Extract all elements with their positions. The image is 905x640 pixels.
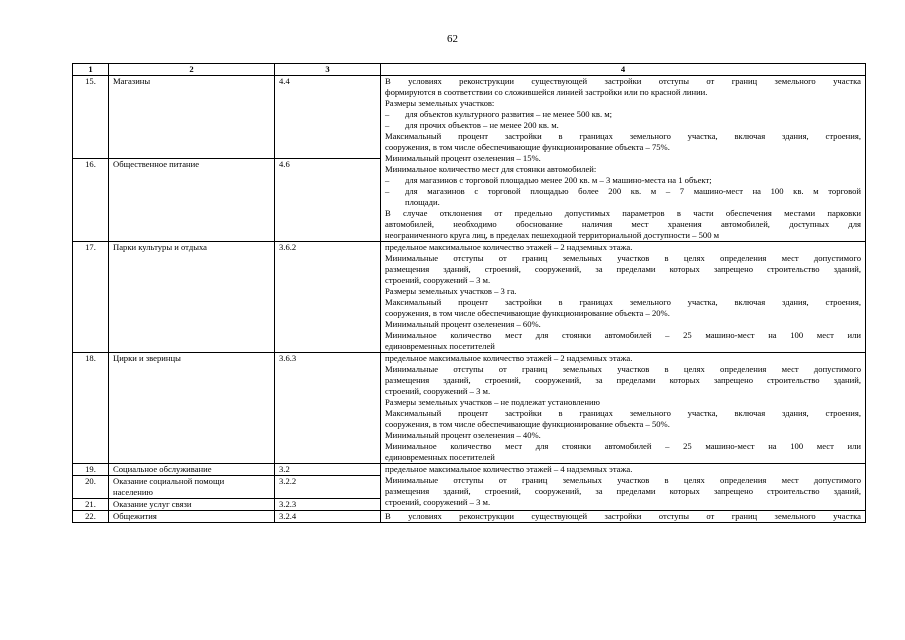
row-name: Социальное обслуживание	[109, 464, 275, 476]
table-row	[73, 242, 866, 353]
param-line: Минимальный процент озеленения – 40%.	[385, 430, 541, 440]
row-number: 16.	[73, 159, 109, 242]
param-line: В случае отклонения от предельно допустимых параметров в части обеспечения местами парковки	[385, 208, 861, 218]
param-line: Размеры земельных участков – не подлежат установлению	[385, 397, 600, 407]
param-line: сооружения, в том числе обеспечивающие функционирование объекта – 20%.	[385, 308, 670, 318]
param-line: В условиях реконструкции существующей застройки отступы от границ земельного участка	[385, 511, 861, 521]
row-name: Магазины	[109, 76, 275, 159]
row-number: 18.	[73, 353, 109, 464]
row-number: 20.	[73, 476, 109, 499]
param-line: автомобилей, необходимо обоснование наличия мест хранения автомобилей, доступных для	[385, 219, 861, 229]
row-code: 3.6.3	[275, 353, 381, 464]
param-line: строений, сооружений – 3 м.	[385, 386, 491, 396]
param-line: для объектов культурного развития – не менее 500 кв. м;	[405, 109, 613, 119]
param-line: площади.	[405, 197, 440, 207]
row-code: 3.6.2	[275, 242, 381, 353]
dash-item	[385, 109, 861, 120]
param-line: сооружения, в том числе обеспечивающие функционирование объекта – 75%.	[385, 142, 670, 152]
param-line: Максимальный процент застройки в границах земельного участка, включая здания, строения,	[385, 408, 861, 418]
row-params	[381, 242, 866, 353]
param-line: Размеры земельных участков:	[385, 98, 495, 108]
row-code: 3.2	[275, 464, 381, 476]
param-line: неограниченного круга лиц, в пределах пешеходной территориальной доступности – 500 м	[385, 230, 720, 240]
row-code: 4.4	[275, 76, 381, 159]
row-name: Общежития	[109, 511, 275, 523]
row-name-line: Оказание социальной помощи	[113, 476, 225, 486]
row-code: 3.2.4	[275, 511, 381, 523]
param-line: Минимальное количество мест для стоянки автомобилей – 25 машино-мест на 100 мест или	[385, 441, 861, 451]
row-params	[381, 464, 866, 511]
param-line: предельное максимальное количество этажей – 4 надземных этажа.	[385, 464, 633, 474]
row-code: 3.2.2	[275, 476, 381, 499]
header-col-4: 4	[381, 64, 866, 76]
table-row	[73, 76, 866, 159]
row-number: 22.	[73, 511, 109, 523]
param-line: Минимальное количество мест для стоянки автомобилей:	[385, 164, 597, 174]
row-name: Цирки и зверинцы	[109, 353, 275, 464]
table-header-row	[73, 64, 866, 76]
row-name-line: населению	[113, 487, 153, 497]
row-code: 4.6	[275, 159, 381, 242]
param-line: размещения зданий, строений, сооружений, за пределами которых запрещено строительство зданий,	[385, 375, 861, 385]
param-line: формируются в соответствии со сложившейся линией застройки или по красной линии.	[385, 87, 708, 97]
param-line: сооружения, в том числе обеспечивающие функционирование объекта – 50%.	[385, 419, 670, 429]
dash-mark: –	[385, 109, 390, 119]
param-line: Минимальное количество мест для стоянки автомобилей – 25 машино-мест на 100 мест или	[385, 330, 861, 340]
dash-mark: –	[385, 186, 390, 196]
dash-item	[385, 120, 861, 131]
row-number: 17.	[73, 242, 109, 353]
page-number: 62	[447, 33, 458, 45]
regulations-table	[72, 63, 866, 523]
row-params	[381, 511, 866, 523]
row-code: 3.2.3	[275, 499, 381, 511]
param-line: Минимальные отступы от границ земельных участков в целях определения мест допустимого	[385, 253, 861, 263]
dash-item	[385, 175, 861, 186]
row-params	[381, 76, 866, 242]
row-name: Общественное питание	[109, 159, 275, 242]
header-col-3: 3	[275, 64, 381, 76]
param-line: единовременных посетителей	[385, 452, 495, 462]
table-row	[73, 464, 866, 476]
param-line: размещения зданий, строений, сооружений, за пределами которых запрещено строительство зданий,	[385, 486, 861, 496]
table-row	[73, 353, 866, 464]
param-line: предельное максимальное количество этажей – 2 надземных этажа.	[385, 242, 633, 252]
param-line: Максимальный процент застройки в границах земельного участка, включая здания, строения,	[385, 297, 861, 307]
row-name: Парки культуры и отдыха	[109, 242, 275, 353]
header-col-1: 1	[73, 64, 109, 76]
dash-mark: –	[385, 120, 390, 130]
row-name: Оказание услуг связи	[109, 499, 275, 511]
row-number: 15.	[73, 76, 109, 159]
param-line: Минимальный процент озеленения – 60%.	[385, 319, 541, 329]
param-line: строений, сооружений – 3 м.	[385, 497, 491, 507]
row-name	[109, 476, 275, 499]
param-line: единовременных посетителей	[385, 341, 495, 351]
param-line: Минимальные отступы от границ земельных участков в целях определения мест допустимого	[385, 364, 861, 374]
dash-item	[385, 186, 861, 197]
table-row	[73, 511, 866, 523]
row-params	[381, 353, 866, 464]
param-line: Минимальный процент озеленения – 15%.	[385, 153, 541, 163]
param-line: для магазинов с торговой площадью менее 200 кв. м – 3 машино-места на 1 объект;	[405, 175, 712, 185]
row-number: 19.	[73, 464, 109, 476]
param-line: предельное максимальное количество этажей – 2 надземных этажа.	[385, 353, 633, 363]
param-line: для магазинов с торговой площадью более 200 кв. м – 7 машино-мест на 100 кв. м торговой	[405, 186, 861, 196]
param-line: Размеры земельных участков – 3 га.	[385, 286, 517, 296]
param-line: В условиях реконструкции существующей застройки отступы от границ земельного участка	[385, 76, 861, 86]
header-col-2: 2	[109, 64, 275, 76]
param-line: Минимальные отступы от границ земельных участков в целях определения мест допустимого	[385, 475, 861, 485]
param-line: размещения зданий, строений, сооружений, за пределами которых запрещено строительство зданий,	[385, 264, 861, 274]
param-line: Максимальный процент застройки в границах земельного участка, включая здания, строения,	[385, 131, 861, 141]
dash-mark: –	[385, 175, 390, 185]
row-number: 21.	[73, 499, 109, 511]
param-line: строений, сооружений – 3 м.	[385, 275, 491, 285]
param-line: для прочих объектов – не менее 200 кв. м.	[405, 120, 559, 130]
